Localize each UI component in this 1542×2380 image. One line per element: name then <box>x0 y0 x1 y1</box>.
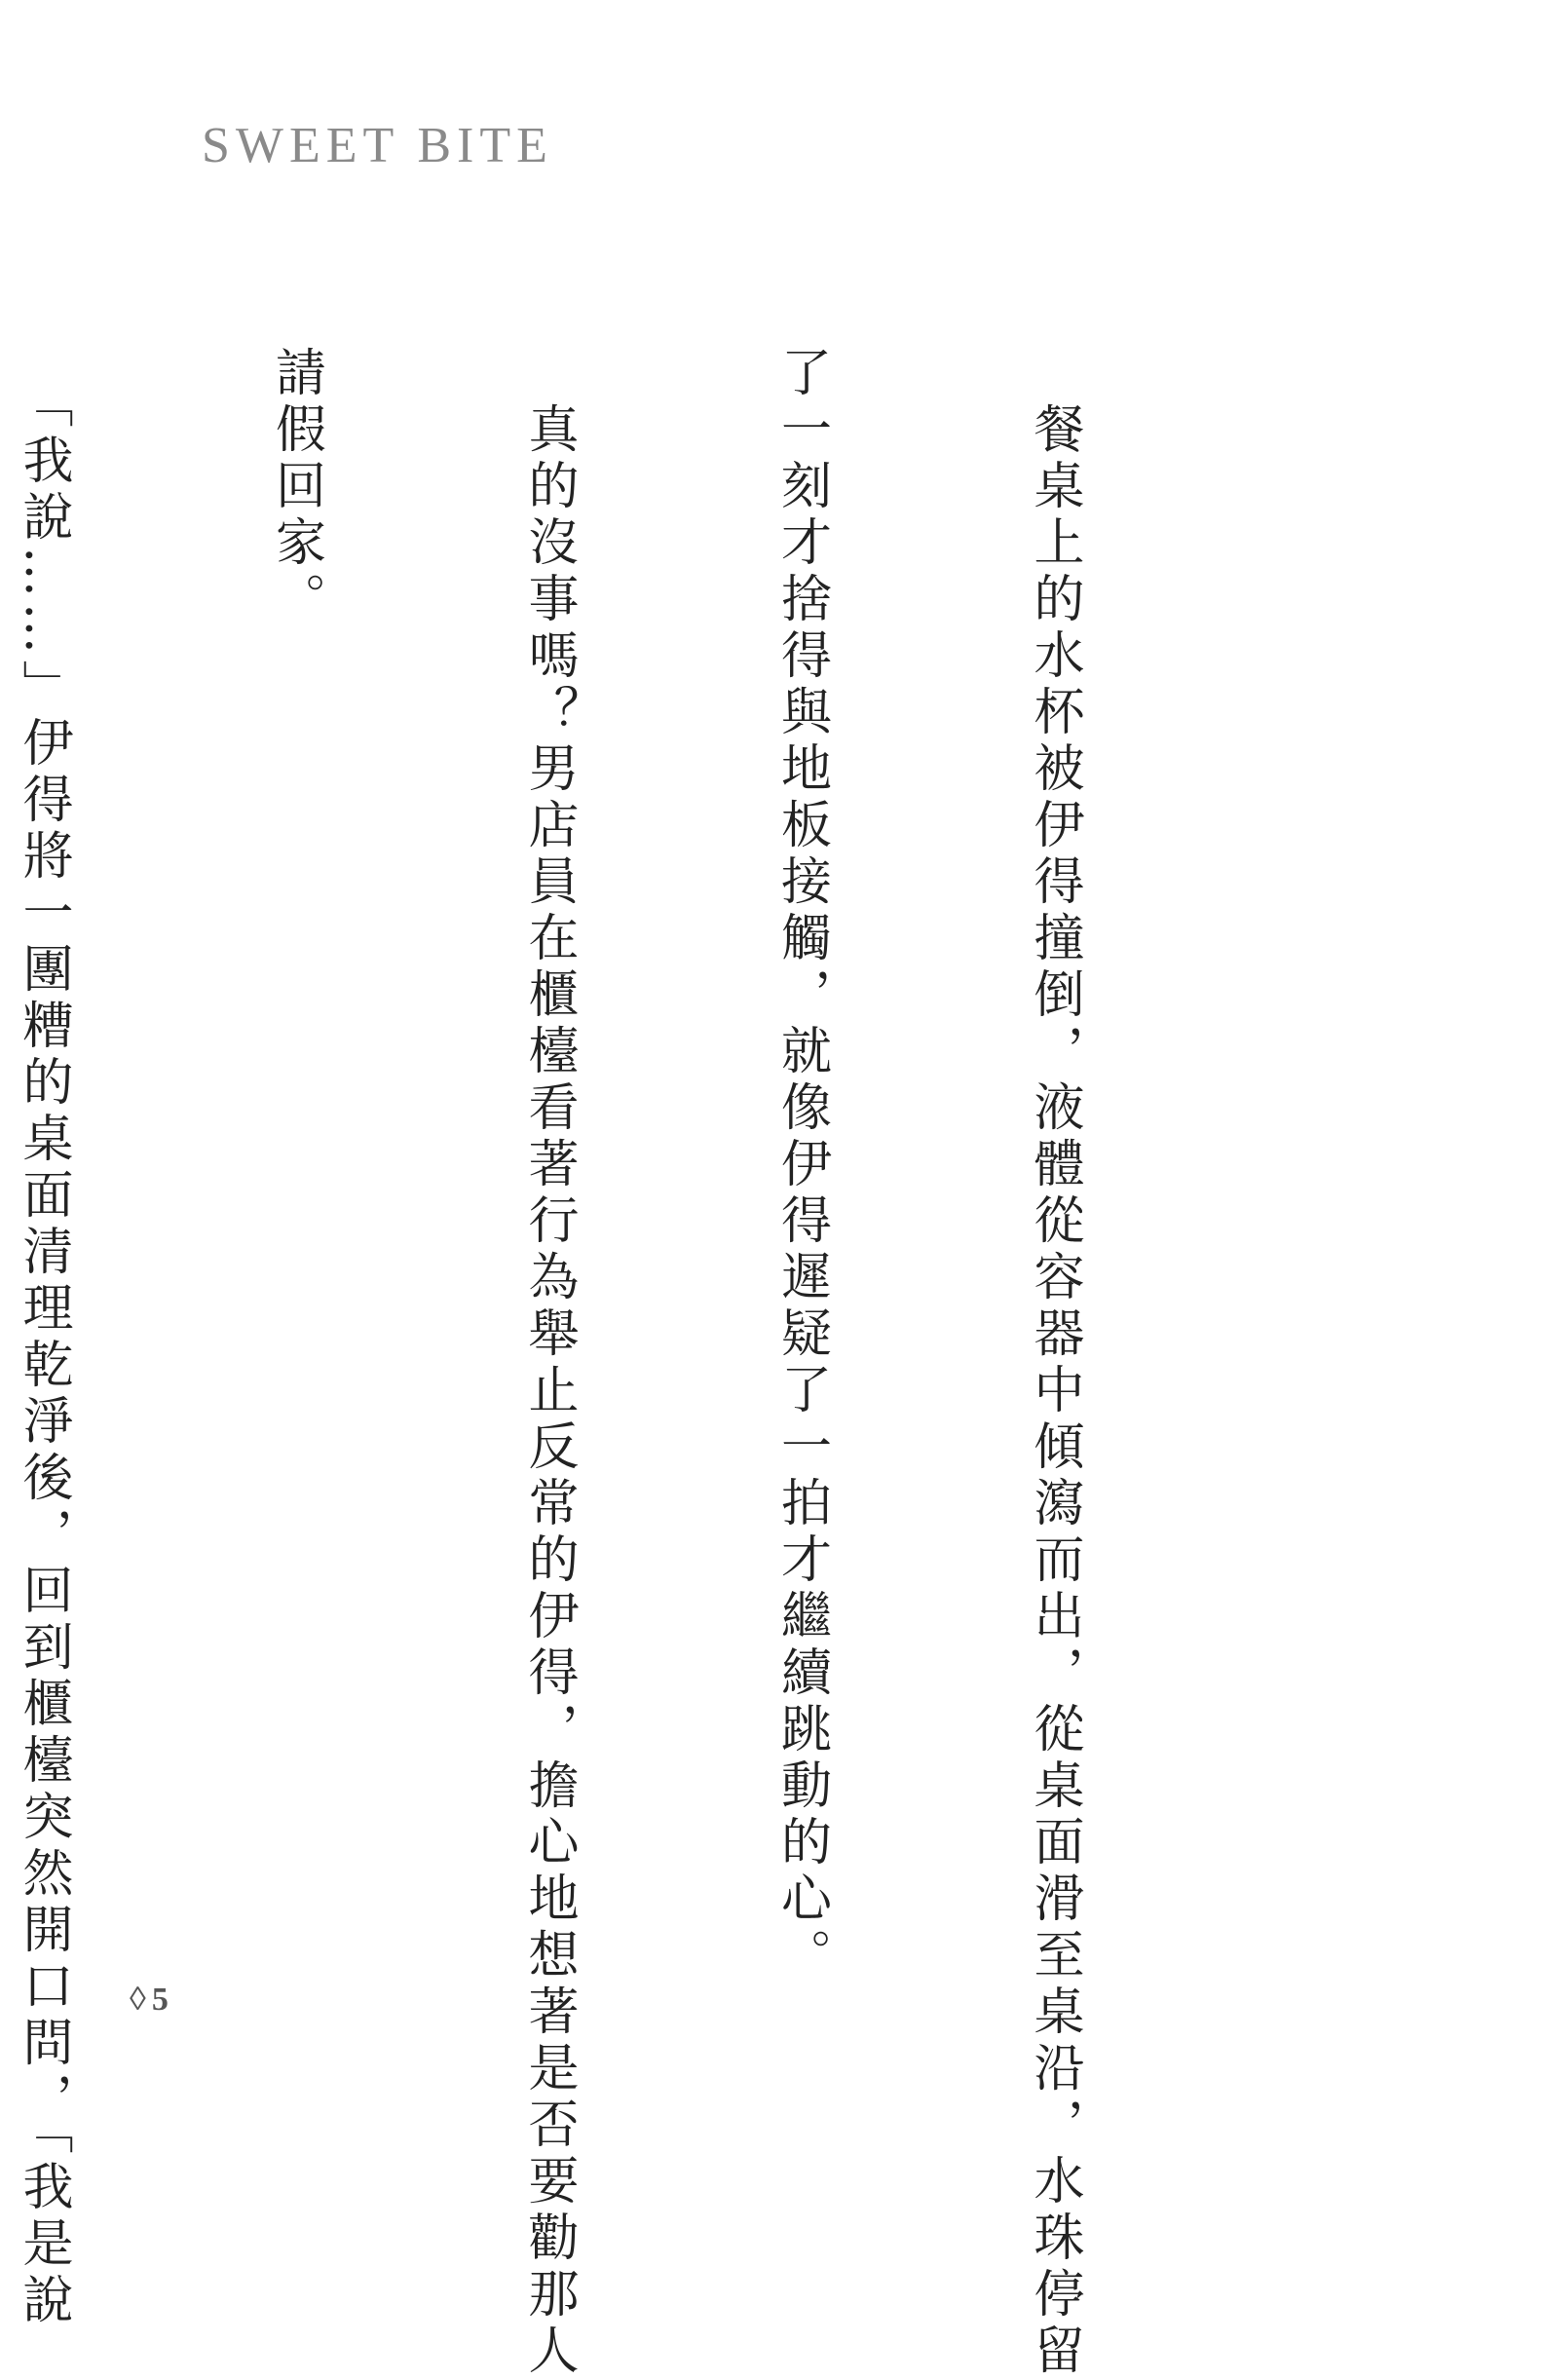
diamond-icon: ◊ <box>130 1982 146 2018</box>
body-text <box>0 346 1264 2380</box>
text-line: 「我說……」伊得將一團糟的桌面清理乾淨後，回到櫃檯突然開口問，「我是說 <box>14 346 72 2329</box>
text-line: 真的沒事嗎？男店員在櫃檯看著行為舉止反常的伊得，擔心地想著是否要勸那人 <box>519 346 578 2380</box>
text-line: 請假回家。 <box>266 346 325 628</box>
page-footer <box>130 1982 169 2019</box>
page-number: 5 <box>151 1982 169 2018</box>
text-line: 了一刻才捨得與地板接觸，就像伊得遲疑了一拍才繼續跳動的心。 <box>771 346 831 1984</box>
text-line: 餐桌上的水杯被伊得撞倒，液體從容器中傾瀉而出，從桌面滑至桌沿，水珠停留 <box>1025 346 1083 2380</box>
running-header: SWEET BITE <box>202 118 553 173</box>
